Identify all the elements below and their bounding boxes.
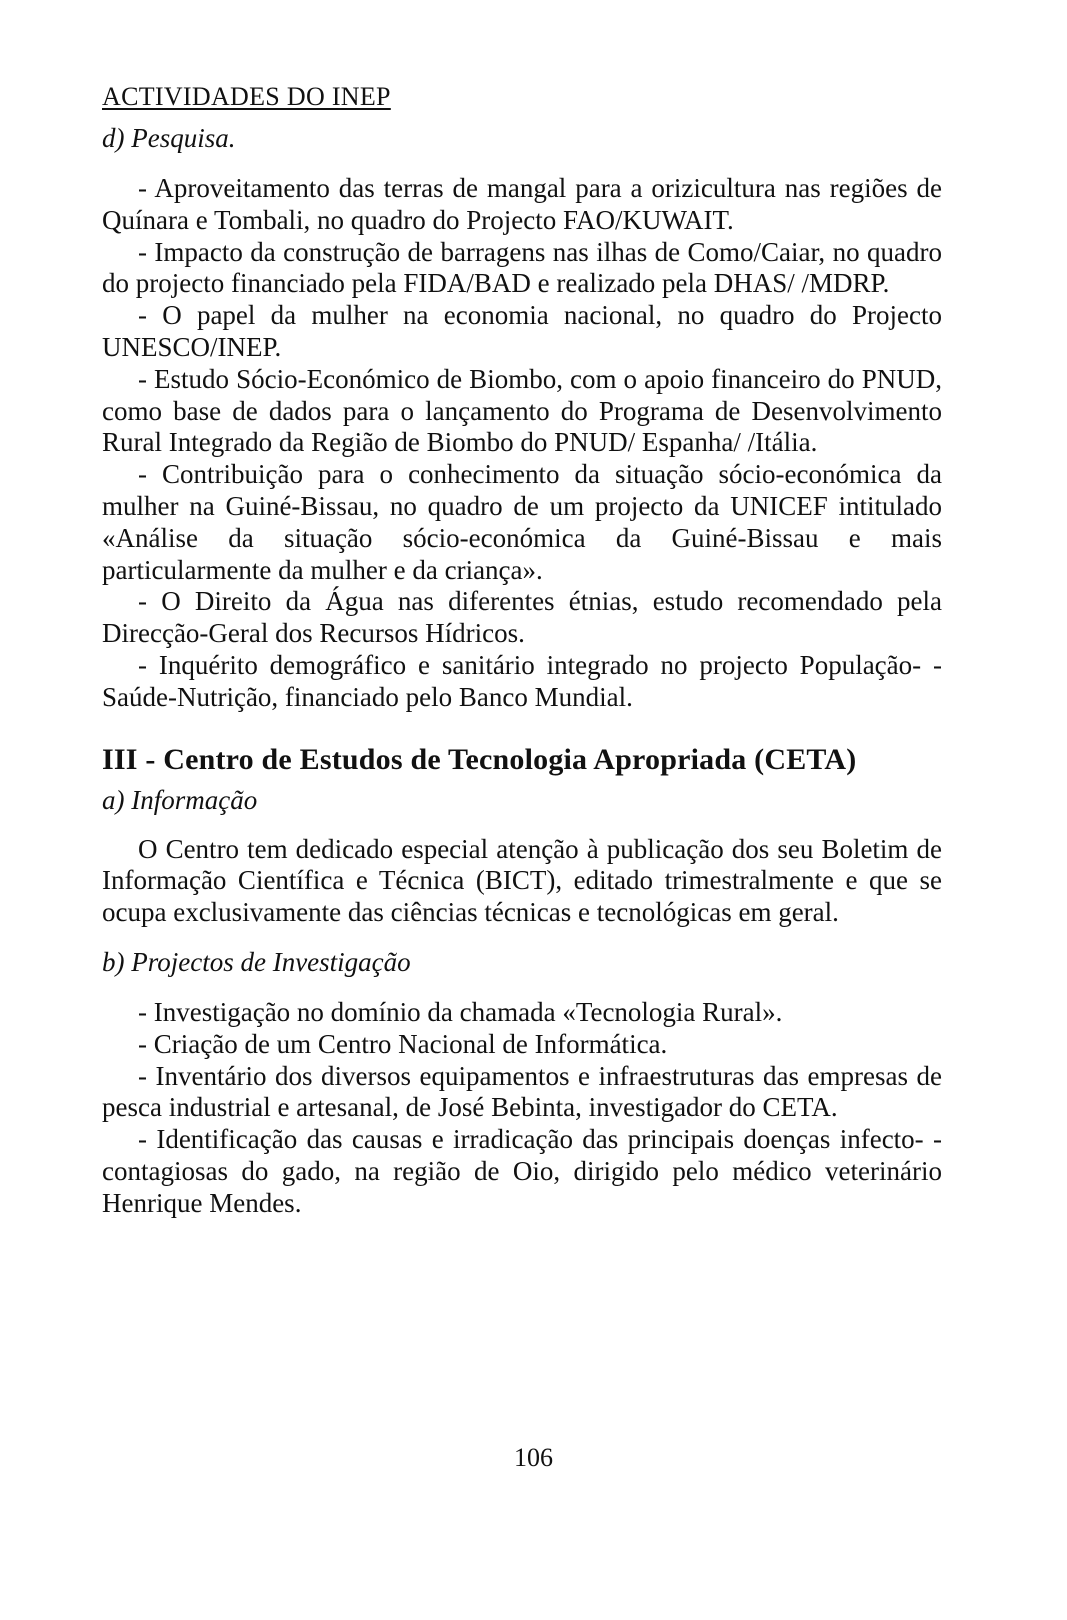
project-item: - Inventário dos diversos equipamentos e infraestruturas das empresas de pesca industrial e artesanal, de José Bebinta, investigador do CETA. [102,1060,942,1123]
project-item: - Criação de um Centro Nacional de Informática. [138,1028,668,1059]
subsection-heading-pesquisa: d) Pesquisa. [102,123,236,153]
research-item: - O Direito da Água nas diferentes étnias, estudo recomendado pela Direcção-Geral dos Recursos Hídricos. [102,586,942,649]
project-item: - Identificação das causas e irradicação das principais doenças infecto- -contagiosas do gado, na região de Oio, dirigido pelo médico veterinário Henrique Mendes. [102,1124,942,1218]
running-head: ACTIVIDADES DO INEP [102,82,391,111]
document-page [102,78,942,1220]
research-item: - Inquérito demográfico e sanitário integrado no projecto População- -Saúde-Nutrição, financiado pelo Banco Mundial. [102,649,942,712]
research-item: - Impacto da construção de barragens nas ilhas de Como/Caiar, no quadro do projecto financiado pela FIDA/BAD e realizado pela DHAS/ /MDRP. [102,236,942,299]
section-title-ceta: III - Centro de Estudos de Tecnologia Apropriada (CETA) [102,742,857,776]
research-item: - O papel da mulher na economia nacional, no quadro do Projecto UNESCO/INEP. [102,300,942,362]
research-item: - Contribuição para o conhecimento da situação sócio-económica da mulher na Guiné-Bissau, no quadro de um projecto da UNICEF intitulado «Análise da situação sócio-económica da Guiné-Bissau e mais particularmente da mulher e da criança». [102,459,942,585]
informacao-paragraph: O Centro tem dedicado especial atenção à publicação dos seu Boletim de Informação Científica e Técnica (BICT), editado trimestralmente e que se ocupa exclusivamente das ciências técnicas e tecnológicas em geral. [102,833,942,928]
page-number: 106 [514,1443,553,1472]
research-item: - Estudo Sócio-Económico de Biombo, com o apoio financeiro do PNUD, como base de dados para o lançamento do Programa de Desenvolvimento Rural Integrado da Região de Biombo do PNUD/ Espanha/ /Itália. [102,363,942,458]
research-item: - Aproveitamento das terras de mangal para a orizicultura nas regiões de Quínara e Tombali, no quadro do Projecto FAO/KUWAIT. [102,173,942,235]
subsection-heading-projectos: b) Projectos de Investigação [102,946,411,977]
project-item: - Investigação no domínio da chamada «Tecnologia Rural». [138,996,783,1027]
subsection-heading-informacao: a) Informação [102,784,258,815]
